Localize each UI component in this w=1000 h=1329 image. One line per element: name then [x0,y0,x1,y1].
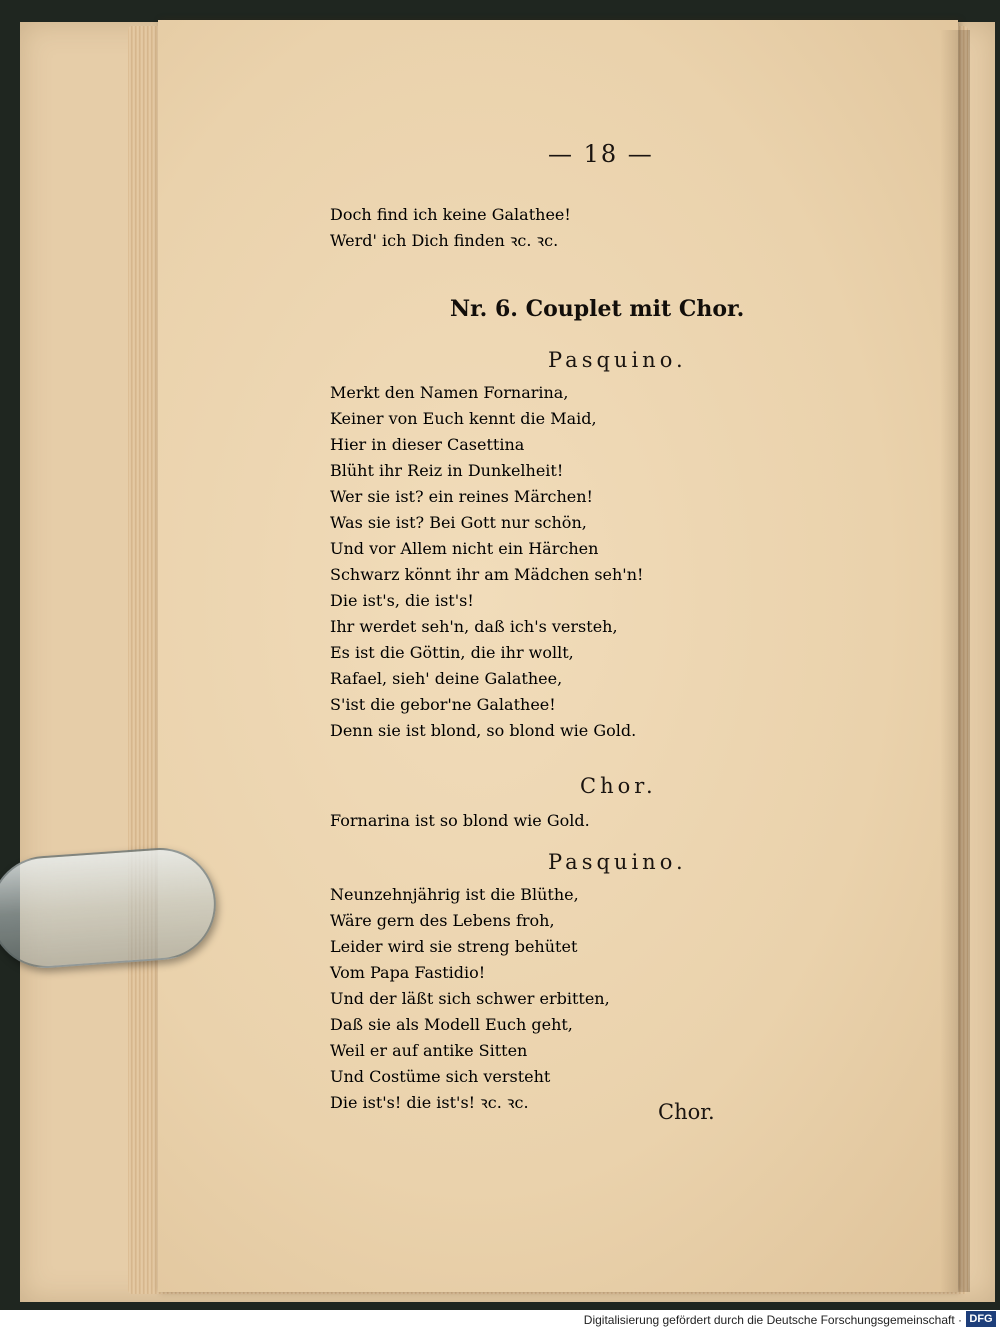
text-line: Ihr werdet seh'n, daß ich's versteh, [330,617,618,636]
text-line: Daß sie als Modell Euch geht, [330,1015,573,1034]
text-line: Denn sie ist blond, so blond wie Gold. [330,721,637,740]
text-line: Fornarina ist so blond wie Gold. [330,811,590,830]
text-line: Doch find ich keine Galathee! [330,205,571,224]
page-clip [0,844,220,971]
page-shadow [940,30,970,1292]
text-line: Rafael, sieh' deine Galathee, [330,669,563,688]
text-line: Neunzehnjährig ist die Blüthe, [330,885,579,904]
text-line: Und Costüme sich versteht [330,1067,551,1086]
chor-cue: Chor. [658,1100,715,1124]
text-line: Und der läßt sich schwer erbitten, [330,989,610,1008]
text-line: Leider wird sie streng behütet [330,937,578,956]
text-line: Schwarz könnt ihr am Mädchen seh'n! [330,565,644,584]
text-line: Es ist die Göttin, die ihr wollt, [330,643,574,662]
text-line: Vom Papa Fastidio! [330,963,486,982]
text-line: Wäre gern des Lebens froh, [330,911,555,930]
text-line: Was sie ist? Bei Gott nur schön, [330,513,587,532]
speaker-label: Pasquino. [548,850,687,874]
text-line: S'ist die gebor'ne Galathee! [330,695,556,714]
text-line: Werd' ich Dich finden ꝛc. ꝛc. [330,231,559,250]
text-line: Und vor Allem nicht ein Härchen [330,539,599,558]
intro-lines [330,202,571,254]
speaker-label: Pasquino. [548,348,687,372]
text-line: Die ist's! die ist's! ꝛc. ꝛc. [330,1093,529,1112]
section-heading: Nr. 6. Couplet mit Chor. [450,296,745,322]
verse-2 [330,882,610,1116]
chor-line [330,808,590,834]
dfg-logo: DFG [966,1311,996,1327]
text-line: Keiner von Euch kennt die Maid, [330,409,597,428]
page-number: — 18 — [548,140,654,168]
text-line: Weil er auf antike Sitten [330,1041,528,1060]
text-line: Die ist's, die ist's! [330,591,474,610]
text-line: Merkt den Namen Fornarina, [330,383,569,402]
speaker-label: Chor. [580,774,657,798]
text-line: Hier in dieser Casettina [330,435,525,454]
footer-credit: Digitalisierung gefördert durch die Deutsche Forschungsgemeinschaft · [583,1313,962,1327]
text-line: Wer sie ist? ein reines Märchen! [330,487,593,506]
text-line: Blüht ihr Reiz in Dunkelheit! [330,461,564,480]
verse-1 [330,380,643,744]
